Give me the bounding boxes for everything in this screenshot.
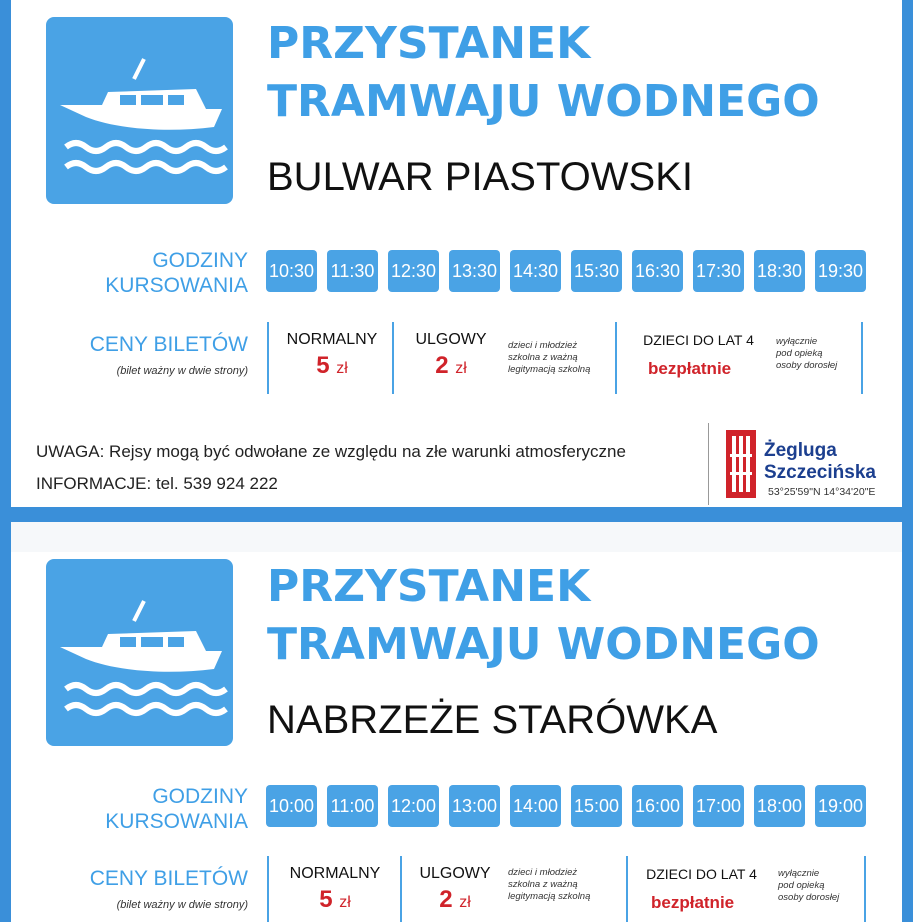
departure-time: 19:30: [815, 250, 866, 292]
departure-time: 16:30: [632, 250, 683, 292]
departure-times: [266, 785, 866, 827]
note-line: dzieci i młodzież: [508, 867, 578, 878]
note-line: legitymacją szkolną: [508, 891, 591, 902]
hours-label: [91, 248, 248, 298]
price-divider: [392, 322, 394, 394]
reduced-ticket-label: ULGOWY: [415, 331, 487, 348]
departure-time: 19:00: [815, 785, 866, 827]
currency: zł: [459, 894, 471, 911]
note-line: legitymacją szkolną: [508, 364, 591, 375]
hours-label-line-1: GODZINY: [152, 785, 248, 808]
reduced-ticket-label: ULGOWY: [419, 865, 491, 882]
departure-time: 14:30: [510, 250, 561, 292]
departure-time: 13:00: [449, 785, 500, 827]
departure-time: 11:00: [327, 785, 378, 827]
departure-time: 10:00: [266, 785, 317, 827]
prices-note: (bilet ważny w dwie strony): [116, 899, 248, 911]
prices-label: CENY BILETÓW: [89, 333, 248, 356]
logo-name-line-1: Żegluga: [764, 440, 837, 461]
stop-sign-nabrzeze-starowka: [11, 522, 902, 922]
sign-top-edge: [11, 522, 902, 552]
currency: zł: [336, 360, 348, 377]
currency: zł: [455, 360, 467, 377]
normal-ticket-price: [276, 886, 394, 917]
normal-ticket-price: [273, 352, 391, 383]
kids-ticket-price: bezpłatnie: [651, 893, 735, 912]
reduced-ticket-note: [508, 340, 590, 376]
price-divider: [626, 856, 628, 922]
reduced-ticket-price: [401, 352, 501, 383]
price-divider: [861, 322, 863, 394]
title-line-2: TRAMWAJU WODNEGO: [267, 619, 820, 670]
currency: zł: [339, 894, 351, 911]
price-divider: [864, 856, 866, 922]
separator-stripe: [0, 507, 913, 522]
note-line: szkolna z ważną: [508, 879, 578, 890]
note-line: wyłącznie: [776, 336, 818, 347]
price-divider: [267, 856, 269, 922]
normal-ticket-label: NORMALNY: [289, 865, 381, 882]
hours-label: [91, 784, 248, 834]
departure-time: 13:30: [449, 250, 500, 292]
kids-ticket-price: bezpłatnie: [648, 359, 732, 378]
reduced-price-value: 2: [439, 886, 453, 913]
stop-name: BULWAR PIASTOWSKI: [267, 155, 693, 199]
logo-name-line-2: Szczecińska: [764, 462, 876, 483]
price-divider: [615, 322, 617, 394]
logo-divider: [708, 423, 709, 505]
boat-icon: [46, 17, 233, 204]
reduced-price-value: 2: [435, 352, 449, 379]
departure-times: [266, 250, 866, 292]
title-line-1: PRZYSTANEK: [267, 561, 591, 612]
hours-label-line-1: GODZINY: [152, 249, 248, 272]
departure-time: 18:30: [754, 250, 805, 292]
departure-time: 12:30: [388, 250, 439, 292]
warning-text: UWAGA: Rejsy mogą być odwołane ze względu na złe warunki atmosferyczne: [36, 442, 626, 461]
title-line-2: TRAMWAJU WODNEGO: [267, 76, 820, 127]
departure-time: 15:30: [571, 250, 622, 292]
departure-time: 10:30: [266, 250, 317, 292]
departure-time: 16:00: [632, 785, 683, 827]
boat-icon: [46, 559, 233, 746]
hours-label-line-2: KURSOWANIA: [105, 810, 248, 833]
departure-time: 15:00: [571, 785, 622, 827]
note-line: pod opieką: [776, 348, 823, 359]
kids-ticket-note: [778, 868, 839, 904]
note-line: wyłącznie: [778, 868, 820, 879]
prices-note: (bilet ważny w dwie strony): [116, 365, 248, 377]
note-line: szkolna z ważną: [508, 352, 578, 363]
note-line: osoby dorosłej: [778, 892, 840, 903]
normal-ticket-label: NORMALNY: [286, 331, 378, 348]
zegluga-logo-icon: [724, 430, 758, 504]
prices-label: CENY BILETÓW: [89, 867, 248, 890]
price-divider: [267, 322, 269, 394]
info-text: INFORMACJE: tel. 539 924 222: [36, 474, 278, 493]
normal-price-value: 5: [316, 352, 330, 379]
reduced-ticket-price: [405, 886, 505, 917]
title-line-1: PRZYSTANEK: [267, 18, 591, 69]
note-line: osoby dorosłej: [776, 360, 838, 371]
departure-time: 17:30: [693, 250, 744, 292]
reduced-ticket-note: [508, 867, 590, 903]
kids-ticket-label: DZIECI DO LAT 4: [646, 866, 757, 882]
note-line: pod opieką: [778, 880, 825, 891]
stop-name: NABRZEŻE STARÓWKA: [267, 698, 718, 742]
price-divider: [400, 856, 402, 922]
hours-label-line-2: KURSOWANIA: [105, 274, 248, 297]
note-line: dzieci i młodzież: [508, 340, 578, 351]
departure-time: 17:00: [693, 785, 744, 827]
kids-ticket-note: [776, 336, 837, 372]
departure-time: 14:00: [510, 785, 561, 827]
stop-sign-bulwar-piastowski: [11, 0, 902, 507]
departure-time: 11:30: [327, 250, 378, 292]
normal-price-value: 5: [319, 886, 333, 913]
logo-coordinates: 53°25'59"N 14°34'20"E: [768, 486, 876, 498]
kids-ticket-label: DZIECI DO LAT 4: [643, 332, 754, 348]
departure-time: 12:00: [388, 785, 439, 827]
departure-time: 18:00: [754, 785, 805, 827]
